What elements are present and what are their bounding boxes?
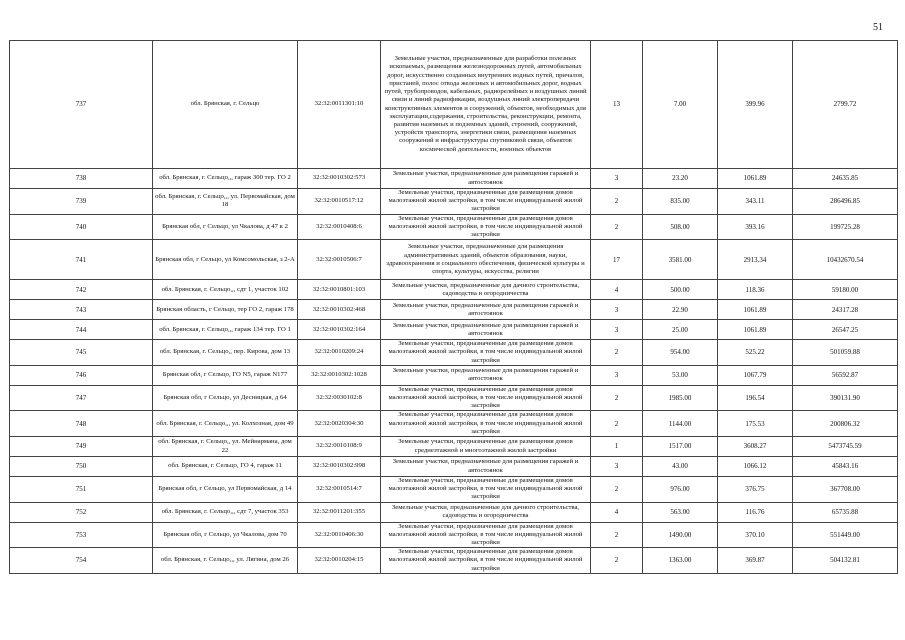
address-cell: Брянская обл, г Сельцо, ул Чкалова, дом 70 [153,522,298,548]
address-cell: обл. Брянская, г. Сельцо [153,41,298,169]
cadastral-number-cell: 32:32:0011201:355 [298,502,381,522]
address-cell: обл. Брянская, г. Сельцо,,, сдт 7, участок 353 [153,502,298,522]
land-use-cell: Земельные участки, предназначенные для размещения домов малоэтажной жилой застройки, в том числе индивидуальной жилой застройки [381,411,591,437]
cadastral-value-cell: 2799.72 [793,41,898,169]
area-cell: 25.00 [643,320,718,340]
cadastral-value-cell: 56592.87 [793,365,898,385]
land-use-cell: Земельные участки, предназначенные для разработки полезных ископаемых, размещения железнодорожных путей, автомобильных дорог, искусственно созданных внутренних водных путей, причалов, пристаней, полос отвода железных и автомобильных дорог, водных путей, трубопроводов, кабельных, радиорелейных и воздушных линий связи и линий радиофикации, воздушных линий электропередачи конструктивных элементов и сооружений, объектов, необходимых для эксплуатации,содержания, строительства, реконструкции, ремонта, развития наземных и подземных зданий, строений, сооружений, устройств транспорта, энергетики связи, размещения наземных сооружений и инфраструктуры спутниковой связи, объектов космической деятельности, военных объектов [381,41,591,169]
area-cell: 22.90 [643,300,718,320]
use-group-code-cell: 4 [591,280,643,300]
area-cell: 1490.00 [643,522,718,548]
specific-value-cell: 118.36 [718,280,793,300]
address-cell: обл. Брянская, г. Сельцо,,, сдт 1, участок 102 [153,280,298,300]
area-cell: 53.00 [643,365,718,385]
address-cell: обл. Брянская, г. Сельцо,,, ул. Первомайская, дом 18 [153,189,298,215]
specific-value-cell: 525.22 [718,340,793,366]
row-number: 750 [10,457,153,477]
cadastral-value-cell: 199725.28 [793,214,898,240]
address-cell: обл. Брянская, г. Сельцо,,, ул. Лягина, дом 26 [153,548,298,574]
use-group-code-cell: 13 [591,41,643,169]
land-use-cell: Земельные участки, предназначенные для размещения домов малоэтажной жилой застройки, в том числе индивидуальной жилой застройки [381,189,591,215]
specific-value-cell: 2913.34 [718,240,793,280]
address-cell: обл. Брянская, г. Сельцо,,, гараж 300 тер. ГО 2 [153,169,298,189]
specific-value-cell: 343.11 [718,189,793,215]
land-use-cell: Земельные участки, предназначенные для размещения гаражей и автостоянок [381,169,591,189]
table-row [10,477,898,503]
table-row [10,365,898,385]
land-use-cell: Земельные участки, предназначенные для размещения домов малоэтажной жилой застройки, в том числе индивидуальной жилой застройки [381,548,591,574]
address-cell: Брянская обл, г Сельцо, ул Комсомольская, з 2-А [153,240,298,280]
row-number: 742 [10,280,153,300]
land-use-cell: Земельные участки, предназначенные для дачного строительства, садоводства и огородничества [381,502,591,522]
table-row [10,457,898,477]
address-cell: Брянская обл, г Сельцо, ул Десницкая, д 64 [153,385,298,411]
cadastral-value-cell: 501059.88 [793,340,898,366]
row-number: 749 [10,437,153,457]
area-cell: 43.00 [643,457,718,477]
specific-value-cell: 116.76 [718,502,793,522]
land-use-cell: Земельные участки, предназначенные для размещения гаражей и автостоянок [381,457,591,477]
table-row [10,502,898,522]
use-group-code-cell: 2 [591,189,643,215]
use-group-code-cell: 2 [591,548,643,574]
land-use-cell: Земельные участки, предназначенные для размещения административных зданий, объектов образования, науки, здравоохранения и социального обеспечения, физической культуры и спорта, культуры, искусства, религии [381,240,591,280]
area-cell: 508.00 [643,214,718,240]
use-group-code-cell: 2 [591,477,643,503]
row-number: 746 [10,365,153,385]
address-cell: Брянская область, г Сельцо, тер ГО 2, гараж 178 [153,300,298,320]
table-row [10,437,898,457]
land-use-cell: Земельные участки, предназначенные для размещения домов малоэтажной жилой застройки, в том числе индивидуальной жилой застройки [381,477,591,503]
cadastral-number-cell: 32:32:0010209:24 [298,340,381,366]
land-use-cell: Земельные участки, предназначенные для размещения домов малоэтажной жилой застройки, в том числе индивидуальной жилой застройки [381,522,591,548]
row-number: 743 [10,300,153,320]
row-number: 752 [10,502,153,522]
area-cell: 1144.00 [643,411,718,437]
specific-value-cell: 1061.89 [718,320,793,340]
table-row [10,411,898,437]
cadastral-value-cell: 5473745.59 [793,437,898,457]
land-use-cell: Земельные участки, предназначенные для размещения гаражей и автостоянок [381,320,591,340]
address-cell: обл. Брянская, г. Сельцо,,, ул. Колхозная, дом 49 [153,411,298,437]
cadastral-number-cell: 32:32:0020304:30 [298,411,381,437]
cadastral-value-cell: 45843.16 [793,457,898,477]
land-use-cell: Земельные участки, предназначенные для размещения домов малоэтажной жилой застройки, в том числе индивидуальной жилой застройки [381,214,591,240]
specific-value-cell: 370.10 [718,522,793,548]
address-cell: Брянская обл, г Сельцо, ГО N5, гараж N177 [153,365,298,385]
cadastral-number-cell: 32:32:0010108:9 [298,437,381,457]
table-row [10,385,898,411]
row-number: 740 [10,214,153,240]
specific-value-cell: 376.75 [718,477,793,503]
area-cell: 1517.00 [643,437,718,457]
land-plots-table [9,40,898,574]
specific-value-cell: 3608.27 [718,437,793,457]
cadastral-value-cell: 24317.28 [793,300,898,320]
use-group-code-cell: 2 [591,522,643,548]
cadastral-value-cell: 59180.00 [793,280,898,300]
cadastral-number-cell: 32:32:0010302:998 [298,457,381,477]
row-number: 748 [10,411,153,437]
area-cell: 3581.00 [643,240,718,280]
specific-value-cell: 369.87 [718,548,793,574]
table-row [10,214,898,240]
address-cell: обл. Брянская, г. Сельцо,, ул. Мейнармана, дом 22 [153,437,298,457]
use-group-code-cell: 2 [591,340,643,366]
address-cell: обл. Брянская, г. Сельцо,,, гараж 134 тер. ГО 1 [153,320,298,340]
specific-value-cell: 393.16 [718,214,793,240]
cadastral-number-cell: 32:32:0010514:7 [298,477,381,503]
cadastral-value-cell: 26547.25 [793,320,898,340]
land-use-cell: Земельные участки, предназначенные для размещения домов малоэтажной жилой застройки, в том числе индивидуальной жилой застройки [381,385,591,411]
table-row [10,522,898,548]
area-cell: 835.00 [643,189,718,215]
row-number: 744 [10,320,153,340]
row-number: 753 [10,522,153,548]
cadastral-number-cell: 32:32:0010506:7 [298,240,381,280]
cadastral-value-cell: 551449.00 [793,522,898,548]
specific-value-cell: 1067.79 [718,365,793,385]
land-use-cell: Земельные участки, предназначенные для размещения домов малоэтажной жилой застройки, в том числе индивидуальной жилой застройки [381,340,591,366]
use-group-code-cell: 1 [591,437,643,457]
cadastral-number-cell: 32:32:0010302:164 [298,320,381,340]
address-cell: Брянская обл, г Сельцо, ул Чкалова, д 47 к 2 [153,214,298,240]
table-row [10,280,898,300]
use-group-code-cell: 2 [591,411,643,437]
cadastral-value-cell: 10432670.54 [793,240,898,280]
use-group-code-cell: 2 [591,214,643,240]
land-use-cell: Земельные участки, предназначенные для дачного строительства, садоводства и огородничества [381,280,591,300]
specific-value-cell: 1061.89 [718,300,793,320]
specific-value-cell: 399.96 [718,41,793,169]
row-number: 751 [10,477,153,503]
cadastral-number-cell: 32:32:0030102:8 [298,385,381,411]
use-group-code-cell: 17 [591,240,643,280]
area-cell: 500.00 [643,280,718,300]
cadastral-value-cell: 367708.00 [793,477,898,503]
page-number: 51 [873,22,883,33]
address-cell: обл. Брянская, г. Сельцо,, пер. Кирова, дом 13 [153,340,298,366]
cadastral-number-cell: 32:32:0010406:30 [298,522,381,548]
cadastral-number-cell: 32:32:0011301:10 [298,41,381,169]
address-cell: Брянская обл, г Сельцо, ул Первомайская, д 14 [153,477,298,503]
row-number: 741 [10,240,153,280]
cadastral-number-cell: 32:32:0010302:1028 [298,365,381,385]
area-cell: 1363.00 [643,548,718,574]
cadastral-number-cell: 32:32:0010517:12 [298,189,381,215]
cadastral-number-cell: 32:32:0010302:573 [298,169,381,189]
use-group-code-cell: 3 [591,320,643,340]
specific-value-cell: 1066.12 [718,457,793,477]
cadastral-value-cell: 200806.32 [793,411,898,437]
table-row [10,300,898,320]
area-cell: 954.00 [643,340,718,366]
land-use-cell: Земельные участки, предназначенные для размещения гаражей и автостоянок [381,300,591,320]
specific-value-cell: 1061.89 [718,169,793,189]
cadastral-number-cell: 32:32:0010204:15 [298,548,381,574]
cadastral-value-cell: 504132.81 [793,548,898,574]
row-number: 747 [10,385,153,411]
cadastral-number-cell: 32:32:0010302:468 [298,300,381,320]
table-row [10,340,898,366]
area-cell: 563.00 [643,502,718,522]
area-cell: 23.20 [643,169,718,189]
table-row [10,169,898,189]
specific-value-cell: 175.53 [718,411,793,437]
use-group-code-cell: 3 [591,169,643,189]
table-row [10,240,898,280]
use-group-code-cell: 4 [591,502,643,522]
cadastral-value-cell: 65735.88 [793,502,898,522]
row-number: 739 [10,189,153,215]
land-use-cell: Земельные участки, предназначенные для размещения домов среднеэтажной и многоэтажной жилой застройки [381,437,591,457]
table-row [10,320,898,340]
cadastral-number-cell: 32:32:0010801:103 [298,280,381,300]
cadastral-number-cell: 32:32:0010408:6 [298,214,381,240]
row-number: 738 [10,169,153,189]
area-cell: 976.00 [643,477,718,503]
use-group-code-cell: 2 [591,385,643,411]
table-row [10,189,898,215]
area-cell: 7.00 [643,41,718,169]
cadastral-value-cell: 390131.90 [793,385,898,411]
use-group-code-cell: 3 [591,365,643,385]
cadastral-value-cell: 24635.85 [793,169,898,189]
area-cell: 1985.00 [643,385,718,411]
row-number: 737 [10,41,153,169]
use-group-code-cell: 3 [591,457,643,477]
table-row [10,41,898,169]
use-group-code-cell: 3 [591,300,643,320]
address-cell: обл. Брянская, г. Сельцо, ГО 4, гараж 11 [153,457,298,477]
land-use-cell: Земельные участки, предназначенные для размещения гаражей и автостоянок [381,365,591,385]
row-number: 754 [10,548,153,574]
table-row [10,548,898,574]
row-number: 745 [10,340,153,366]
specific-value-cell: 196.54 [718,385,793,411]
cadastral-value-cell: 286496.85 [793,189,898,215]
